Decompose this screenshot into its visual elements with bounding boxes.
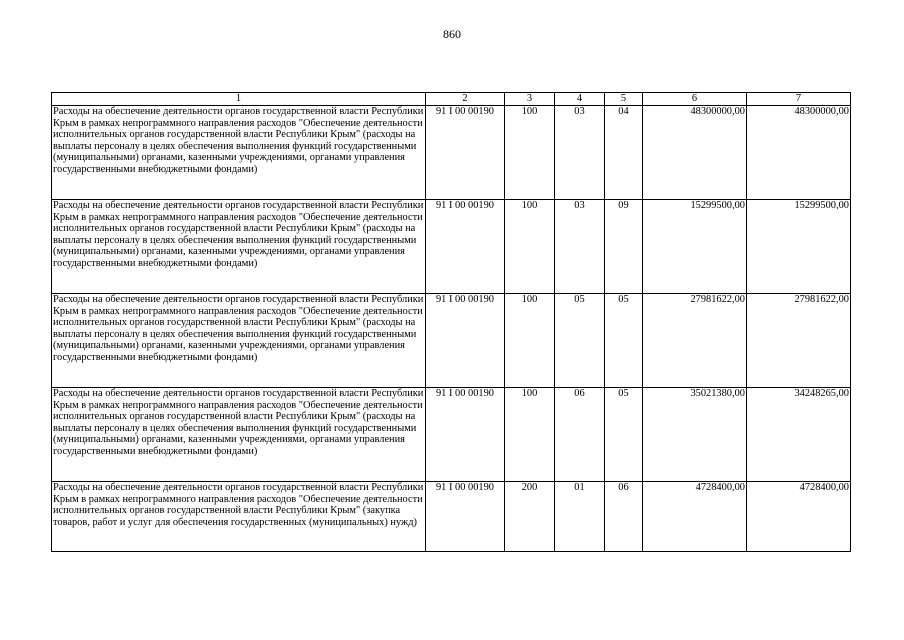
amount-col7: 48300000,00 bbox=[747, 106, 851, 200]
amount-col7: 15299500,00 bbox=[747, 200, 851, 294]
expense-type: 100 bbox=[505, 106, 555, 200]
budget-table bbox=[51, 92, 851, 552]
amount-col6: 15299500,00 bbox=[643, 200, 747, 294]
section-code: 06 bbox=[555, 388, 605, 482]
table-row bbox=[52, 482, 851, 552]
subsection-code: 04 bbox=[605, 106, 643, 200]
table-row bbox=[52, 388, 851, 482]
table-row bbox=[52, 200, 851, 294]
expense-type: 100 bbox=[505, 294, 555, 388]
expense-type: 100 bbox=[505, 200, 555, 294]
subsection-code: 05 bbox=[605, 294, 643, 388]
section-code: 05 bbox=[555, 294, 605, 388]
amount-col6: 4728400,00 bbox=[643, 482, 747, 552]
expense-name: Расходы на обеспечение деятельности органов государственной власти Республики Крым в рамках непрограммного направления расходов "Обеспечение деятельности исполнительных органов государственной власти Республики Крым" (расходы на выплаты персоналу в целях обеспечения выполнения функций государственными (муниципальными) органами, казенными учреждениями, органами управления государственными внебюджетными фондами) bbox=[52, 106, 426, 200]
amount-col6: 48300000,00 bbox=[643, 106, 747, 200]
column-header-1: 1 bbox=[52, 93, 426, 106]
amount-col7: 27981622,00 bbox=[747, 294, 851, 388]
amount-col6: 35021380,00 bbox=[643, 388, 747, 482]
column-header-4: 4 bbox=[555, 93, 605, 106]
subsection-code: 06 bbox=[605, 482, 643, 552]
target-code: 91 I 00 00190 bbox=[426, 200, 505, 294]
target-code: 91 I 00 00190 bbox=[426, 106, 505, 200]
section-code: 03 bbox=[555, 106, 605, 200]
amount-col6: 27981622,00 bbox=[643, 294, 747, 388]
expense-name: Расходы на обеспечение деятельности органов государственной власти Республики Крым в рамках непрограммного направления расходов "Обеспечение деятельности исполнительных органов государственной власти Республики Крым" (расходы на выплаты персоналу в целях обеспечения выполнения функций государственными (муниципальными) органами, казенными учреждениями, органами управления государственными внебюджетными фондами) bbox=[52, 200, 426, 294]
expense-name: Расходы на обеспечение деятельности органов государственной власти Республики Крым в рамках непрограммного направления расходов "Обеспечение деятельности исполнительных органов государственной власти Республики Крым" (расходы на выплаты персоналу в целях обеспечения выполнения функций государственными (муниципальными) органами, казенными учреждениями, органами управления государственными внебюджетными фондами) bbox=[52, 294, 426, 388]
column-header-2: 2 bbox=[426, 93, 505, 106]
header-row bbox=[52, 93, 851, 106]
amount-col7: 4728400,00 bbox=[747, 482, 851, 552]
section-code: 01 bbox=[555, 482, 605, 552]
target-code: 91 I 00 00190 bbox=[426, 294, 505, 388]
expense-type: 100 bbox=[505, 388, 555, 482]
table-header bbox=[52, 93, 851, 106]
expense-type: 200 bbox=[505, 482, 555, 552]
target-code: 91 I 00 00190 bbox=[426, 388, 505, 482]
section-code: 03 bbox=[555, 200, 605, 294]
target-code: 91 I 00 00190 bbox=[426, 482, 505, 552]
subsection-code: 09 bbox=[605, 200, 643, 294]
amount-col7: 34248265,00 bbox=[747, 388, 851, 482]
table-body bbox=[52, 106, 851, 552]
table-row bbox=[52, 106, 851, 200]
column-header-5: 5 bbox=[605, 93, 643, 106]
expense-name: Расходы на обеспечение деятельности органов государственной власти Республики Крым в рамках непрограммного направления расходов "Обеспечение деятельности исполнительных органов государственной власти Республики Крым" (закупка товаров, работ и услуг для обеспечения государственных (муниципальных) нужд) bbox=[52, 482, 426, 552]
column-header-7: 7 bbox=[747, 93, 851, 106]
column-header-6: 6 bbox=[643, 93, 747, 106]
expense-name: Расходы на обеспечение деятельности органов государственной власти Республики Крым в рамках непрограммного направления расходов "Обеспечение деятельности исполнительных органов государственной власти Республики Крым" (расходы на выплаты персоналу в целях обеспечения выполнения функций государственными (муниципальными) органами, казенными учреждениями, органами управления государственными внебюджетными фондами) bbox=[52, 388, 426, 482]
subsection-code: 05 bbox=[605, 388, 643, 482]
page-number: 860 bbox=[443, 27, 461, 41]
table-row bbox=[52, 294, 851, 388]
column-header-3: 3 bbox=[505, 93, 555, 106]
